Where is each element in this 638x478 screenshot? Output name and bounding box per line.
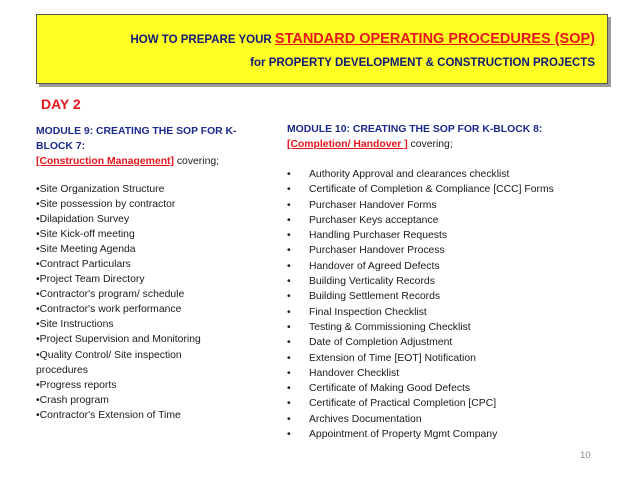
module9-subtitle [36,154,219,169]
list-item: •Site possession by contractor [36,199,176,211]
bullet: • [287,306,291,318]
bullet: • [287,184,291,196]
banner-title-line1 [130,31,595,47]
day-heading: DAY 2 [41,96,81,112]
module10-list [287,167,554,442]
list-item-text: Testing & Commissioning Checklist [309,321,471,333]
list-item [287,259,554,274]
list-item: •Quality Control/ Site inspection [36,349,182,361]
module9-title: MODULE 9: CREATING THE SOP FOR K-BLOCK 7: [36,126,237,152]
list-item: •Crash program [36,394,109,406]
banner-subtitle: for PROPERTY DEVELOPMENT & CONSTRUCTION PROJECTS [250,57,595,69]
list-item [287,427,554,442]
list-item [287,289,554,304]
list-item-text: Building Settlement Records [309,291,441,303]
list-item [287,351,554,366]
bullet: • [287,367,291,379]
list-item-text: Archives Documentation [309,413,422,425]
page-number: 10 [580,450,591,461]
list-item [287,396,554,411]
list-item [287,381,554,396]
module9-list [36,182,201,423]
list-item: •Contractor's Extension of Time [36,409,181,421]
bullet: • [287,321,291,333]
list-item [287,213,554,228]
list-item-text: Handover of Agreed Defects [309,260,440,272]
list-item-text: Certificate of Practical Completion [CPC] [309,398,497,410]
list-item [287,305,554,320]
list-item-text: Handling Purchaser Requests [309,230,448,242]
list-item-text: Certificate of Making Good Defects [309,383,471,395]
bullet: • [287,245,291,257]
title-banner [36,14,608,84]
module10-title: MODULE 10: CREATING THE SOP FOR K-BLOCK 8: [287,124,543,135]
bullet: • [287,230,291,242]
list-item: •Contractor's work performance [36,304,182,316]
list-item-text: Purchaser Handover Process [309,245,445,257]
bullet: • [287,429,291,441]
list-item [287,243,554,258]
bullet: • [287,337,291,349]
module10-subtitle [287,137,453,152]
module9-topic: [Construction Management] [36,156,174,167]
list-item: •Contract Particulars [36,259,131,271]
bullet: • [287,169,291,180]
list-item: •Contractor's program/ schedule [36,289,185,301]
bullet: • [287,199,291,211]
bullet: • [287,383,291,395]
list-item: •Project Team Directory [36,274,145,286]
bullet: • [287,276,291,288]
list-item-text: Certificate of Completion & Compliance [CCC] Forms [309,184,554,196]
banner-title-prefix: HOW TO PREPARE YOUR [130,34,275,46]
list-item-text: Handover Checklist [309,367,400,379]
list-item [287,335,554,350]
module10-covering: covering; [407,139,453,150]
list-item: •Project Supervision and Monitoring [36,334,201,346]
list-item-text: Extension of Time [EOT] Notification [309,352,476,364]
list-item-text: Building Verticality Records [309,276,435,288]
list-item [287,182,554,197]
list-item: •Site Kick-off meeting [36,229,135,241]
list-item-text: Authority Approval and clearances checklist [309,169,510,180]
list-item [287,198,554,213]
list-item [287,167,554,182]
module9-covering: covering; [173,156,220,167]
bullet: • [287,291,291,303]
list-item: procedures [36,364,88,376]
list-item-text: Appointment of Property Mgmt Company [309,429,498,441]
list-item: •Site Organization Structure [36,184,165,195]
module10-topic: [Completion/ Handover ] [287,139,408,150]
bullet: • [287,214,291,226]
list-item [287,412,554,427]
list-item: •Site Meeting Agenda [36,244,136,256]
list-item-text: Date of Completion Adjustment [309,337,453,349]
list-item: •Site Instructions [36,319,114,331]
list-item [287,366,554,381]
banner-title-highlight: STANDARD OPERATING PROCEDURES (SOP) [274,31,595,47]
list-item-text: Purchaser Keys acceptance [309,214,439,226]
list-item: •Progress reports [36,379,117,391]
list-item [287,320,554,335]
bullet: • [287,260,291,272]
list-item [287,274,554,289]
bullet: • [287,352,291,364]
bullet: • [287,413,291,425]
bullet: • [287,398,291,410]
list-item: •Dilapidation Survey [36,214,130,226]
list-item-text: Purchaser Handover Forms [309,199,437,211]
list-item [287,228,554,243]
list-item-text: Final Inspection Checklist [309,306,427,318]
